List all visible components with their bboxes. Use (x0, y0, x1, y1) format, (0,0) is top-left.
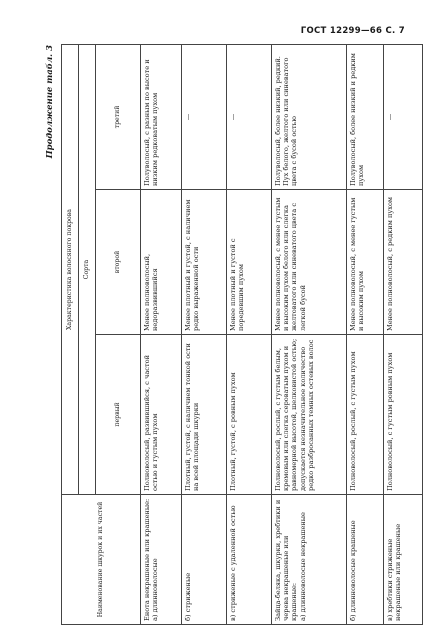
col-header-sorts: Сорта (79, 45, 96, 495)
row-name: Зайца-беляка, шкурки, хребтики и черева некрашеные или крашеные: а) длинноволосые некрашеные (272, 495, 347, 625)
cell-third: Полуволосый, с разным по высоте и низким редковатым пухом (141, 45, 182, 190)
col-header-sort-third: третий (96, 45, 141, 190)
cell-second: Менее плотный и густой, с наличием редко выраженной ости (182, 190, 227, 335)
cell-first: Полноволосый, развившийся, с частой остью и густым пухом (141, 335, 182, 495)
table-row (272, 45, 347, 625)
cell-second: Менее плотный и густой с поредевшим пухом (227, 190, 272, 335)
table-continuation-label: Продолжение табл. 3 (45, 45, 55, 159)
row-name: б) длинноволосые крашеные (347, 495, 384, 625)
col-header-group: Характеристика волосяного покрова (62, 45, 79, 495)
fur-characteristics-table (61, 44, 423, 625)
cell-first: Плотный, густой, с ровным пухом (227, 335, 272, 495)
row-name: Енота некрашеные или крашеные: а) длинноволосые (141, 495, 182, 625)
cell-third: Полуволосый, более низкий и редким пухом (347, 45, 384, 190)
table-row (347, 45, 384, 625)
cell-third: — (182, 45, 227, 190)
cell-first: Плотный, густой, с наличием тонкой ости на всей площади шкурки (182, 335, 227, 495)
row-name: в) стриженые с удаленной остью (227, 495, 272, 625)
row-name: б) стриженые (182, 495, 227, 625)
table-row (141, 45, 182, 625)
gost-reference: ГОСТ 12299—66 С. 7 (300, 26, 405, 36)
row-name: в) хребтики стриженые некрашеные или крашеные (384, 495, 423, 625)
table-header-row (62, 45, 79, 625)
col-header-sort-second: второй (96, 190, 141, 335)
col-header-name: Наименование шкурок и их частей (62, 495, 141, 625)
cell-third: — (384, 45, 423, 190)
page-header (0, 0, 427, 40)
table-row (182, 45, 227, 625)
table-row (227, 45, 272, 625)
cell-third: Полуволосый, более низкий, редкий. Пух белого, желтого или синеватого цвета с бусой остью (272, 45, 347, 190)
rotated-table-page (45, 45, 410, 625)
table-row (384, 45, 423, 625)
cell-first: Полноволосый, рослый, с густым белым, кремовым или слегка сероватым пухом и равномерной высотой, шелковистой остью; допускается незначительное количество редко разбросанных темных остевых волос (272, 335, 347, 495)
cell-third: — (227, 45, 272, 190)
cell-first: Полноволосый, рослый, с густым пухом (347, 335, 384, 495)
cell-second: Менее полноволосый, с менее густым и высоким пухом (347, 190, 384, 335)
col-header-sort-first: первый (96, 335, 141, 495)
cell-first: Полноволосый, с густым ровным пухом (384, 335, 423, 495)
cell-second: Менее полноволосый, с менее густым и высоким пухом белого или слегка желтоватого или синеватого цвета с легкой бусой (272, 190, 347, 335)
cell-second: Менее полноволосый, с редким пухом (384, 190, 423, 335)
cell-second: Менее полноволосый, недоразвившийся (141, 190, 182, 335)
